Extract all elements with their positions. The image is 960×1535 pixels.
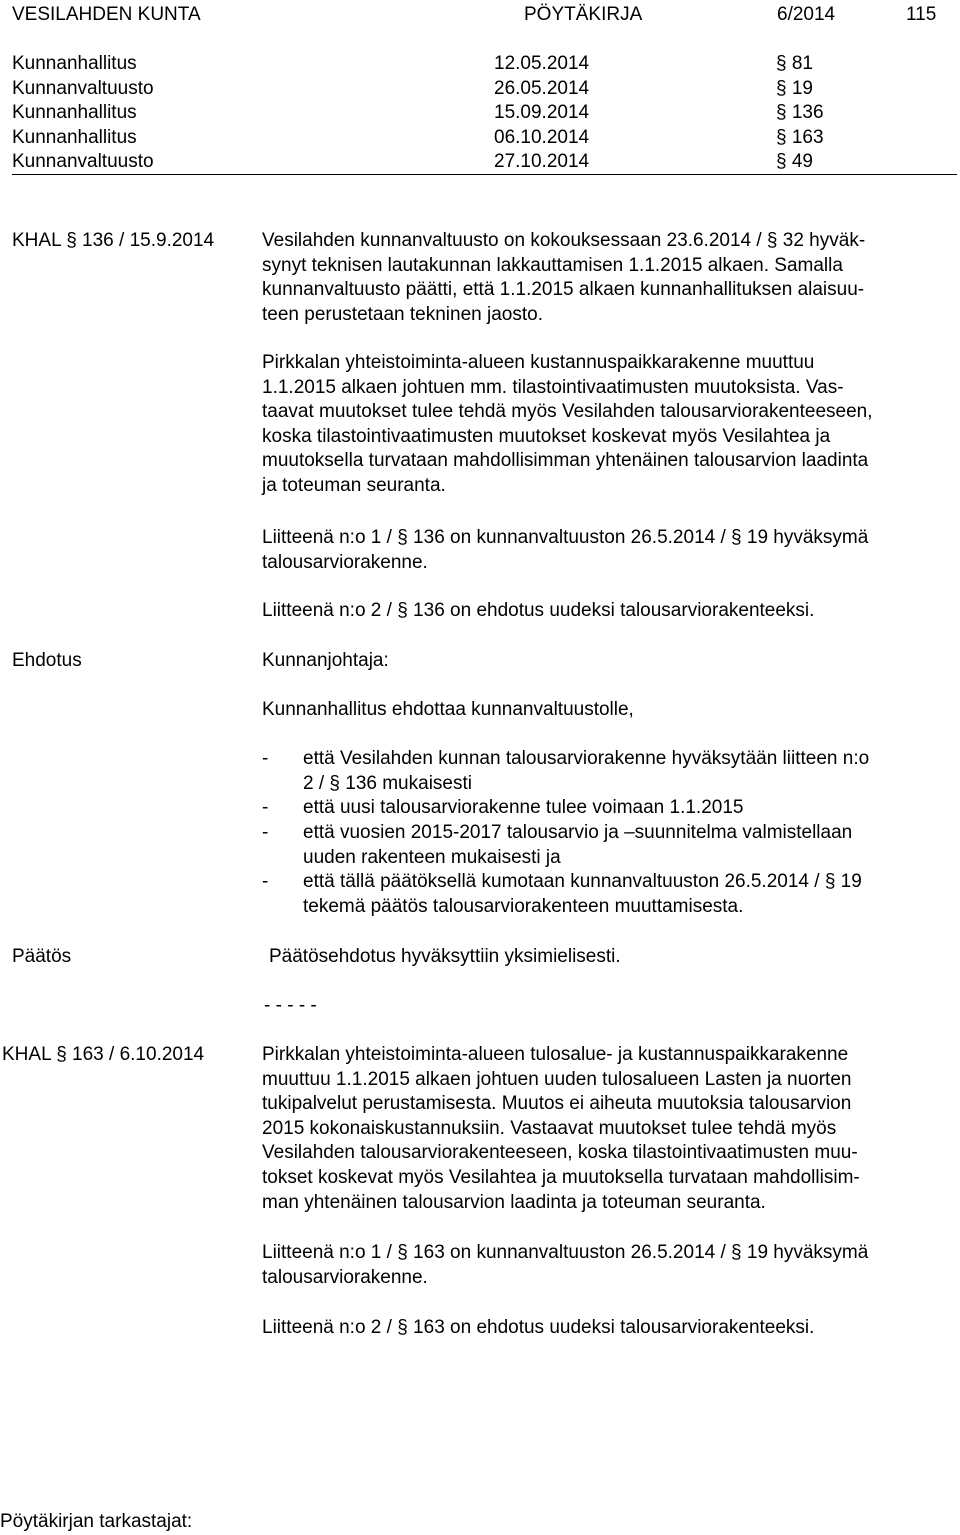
text-line: että Vesilahden kunnan talousarviorakenne hyväksytään liitteen n:o <box>303 748 870 769</box>
meeting-body: Kunnanhallitus <box>12 127 137 148</box>
list-bullet: - <box>262 871 269 892</box>
list-bullet: - <box>262 797 269 818</box>
attachment-link: Liitteenä n:o 2 / § 136 on ehdotus uudeksi talousarviorakenteeksi. <box>262 600 815 621</box>
list-bullet: - <box>262 748 269 769</box>
text-line: 1.1.2015 alkaen johtuen mm. tilastointivaatimusten muutoksista. Vas- <box>262 376 844 398</box>
attachment-link: Liitteenä n:o 1 / § 163 on kunnanvaltuuston 26.5.2014 / § 19 hyväksymä <box>262 1242 869 1263</box>
text-line: koska tilastointivaatimusten muutokset koskevat myös Vesilahtea ja <box>262 425 831 447</box>
khal-163-reference: KHAL § 163 / 6.10.2014 <box>2 1044 205 1065</box>
text-line: uuden rakenteen mukaisesti ja <box>303 846 561 868</box>
text-line: Vesilahden kunnanvaltuusto on kokouksessaan 23.6.2014 / § 32 hyväk- <box>262 230 866 251</box>
list-item <box>303 821 960 870</box>
khal-163-paragraph-1 <box>262 1043 952 1215</box>
section-separator: - - - - - <box>264 995 317 1016</box>
text-line: että vuosien 2015-2017 talousarvio ja –suunnitelma valmistellaan <box>303 822 853 843</box>
khal-163-paragraph-2 <box>262 1241 952 1290</box>
attachment-link: Liitteenä n:o 2 / § 163 on ehdotus uudeksi talousarviorakenteeksi. <box>262 1317 815 1338</box>
text-line: tekemä päätös talousarviorakenteen muuttamisesta. <box>303 895 744 917</box>
text-line: 2 / § 136 mukaisesti <box>303 772 472 794</box>
list-item <box>303 870 960 919</box>
meeting-body: Kunnanhallitus <box>12 102 137 123</box>
reviewers-label: Pöytäkirjan tarkastajat: <box>0 1511 193 1532</box>
header-divider <box>12 174 957 175</box>
text-line: talousarviorakenne. <box>262 1266 428 1288</box>
list-item <box>303 747 960 796</box>
decision-label: Päätös <box>12 946 72 967</box>
khal-136-reference: KHAL § 136 / 15.9.2014 <box>12 230 215 251</box>
meeting-body: Kunnanhallitus <box>12 53 137 74</box>
text-line: muuttuu 1.1.2015 alkaen johtuen uuden tulosalueen Lasten ja nuorten <box>262 1068 852 1090</box>
text-line: että tällä päätöksellä kumotaan kunnanvaltuuston 26.5.2014 / § 19 <box>303 871 862 892</box>
text-line: talousarviorakenne. <box>262 551 428 573</box>
text-line: man yhtenäinen talousarvion laadinta ja toteuman seuranta. <box>262 1191 766 1213</box>
document-type: PÖYTÄKIRJA <box>524 4 643 25</box>
decision-text: Päätösehdotus hyväksyttiin yksimielisesti. <box>269 946 621 967</box>
text-line: Pirkkalan yhteistoiminta-alueen kustannuspaikkarakenne muuttuu <box>262 352 815 373</box>
meeting-section: § 19 <box>776 78 813 99</box>
municipality-name: VESILAHDEN KUNTA <box>12 4 201 25</box>
document-number: 6/2014 <box>777 4 836 25</box>
meeting-body: Kunnanvaltuusto <box>12 78 154 99</box>
meeting-date: 06.10.2014 <box>494 127 590 148</box>
khal-136-paragraph-3 <box>262 526 952 575</box>
khal-136-paragraph-1 <box>262 229 952 327</box>
text-line: että uusi talousarviorakenne tulee voimaan 1.1.2015 <box>303 797 744 818</box>
proposal-label: Ehdotus <box>12 650 82 671</box>
meeting-section: § 136 <box>776 102 824 123</box>
meeting-date: 15.09.2014 <box>494 102 590 123</box>
text-line: synyt teknisen lautakunnan lakkauttamisen 1.1.2015 alkaen. Samalla <box>262 254 843 276</box>
attachment-link: Liitteenä n:o 1 / § 136 on kunnanvaltuuston 26.5.2014 / § 19 hyväksymä <box>262 527 869 548</box>
text-line: muutoksella turvataan mahdollisimman yhtenäinen talousarvion laadinta <box>262 450 869 472</box>
khal-136-paragraph-4 <box>262 599 952 624</box>
text-line: teen perustetaan tekninen jaosto. <box>262 303 543 325</box>
meeting-section: § 81 <box>776 53 813 74</box>
meeting-section: § 163 <box>776 127 824 148</box>
khal-163-paragraph-3 <box>262 1316 952 1341</box>
proposal-intro: Kunnanhallitus ehdottaa kunnanvaltuustolle, <box>262 699 634 720</box>
list-item <box>303 796 960 821</box>
text-line: ja toteuman seuranta. <box>262 474 446 496</box>
list-bullet: - <box>262 822 269 843</box>
text-line: tukipalvelut perustamisesta. Muutos ei aiheuta muutoksia talousarvion <box>262 1093 852 1115</box>
text-line: 2015 kokonaiskustannuksiin. Vastaavat muutokset tulee tehdä myös <box>262 1117 837 1139</box>
meeting-body: Kunnanvaltuusto <box>12 151 154 172</box>
text-line: kunnanvaltuusto päätti, että 1.1.2015 alkaen kunnanhallituksen alaisuu- <box>262 279 865 301</box>
text-line: tokset koskevat myös Vesilahtea ja muutoksella turvataan mahdollisim- <box>262 1166 860 1188</box>
text-line: Pirkkalan yhteistoiminta-alueen tulosalue- ja kustannuspaikkarakenne <box>262 1044 849 1065</box>
meeting-date: 12.05.2014 <box>494 53 590 74</box>
khal-136-paragraph-2 <box>262 351 952 499</box>
meeting-date: 26.05.2014 <box>494 78 590 99</box>
page-number: 115 <box>906 4 937 25</box>
meeting-date: 27.10.2014 <box>494 151 590 172</box>
text-line: taavat muutokset tulee tehdä myös Vesilahden talousarviorakenteeseen, <box>262 401 873 423</box>
proposer: Kunnanjohtaja: <box>262 650 389 671</box>
text-line: Vesilahden talousarviorakenteeseen, koska tilastointivaatimusten muu- <box>262 1142 858 1164</box>
meeting-section: § 49 <box>776 151 813 172</box>
